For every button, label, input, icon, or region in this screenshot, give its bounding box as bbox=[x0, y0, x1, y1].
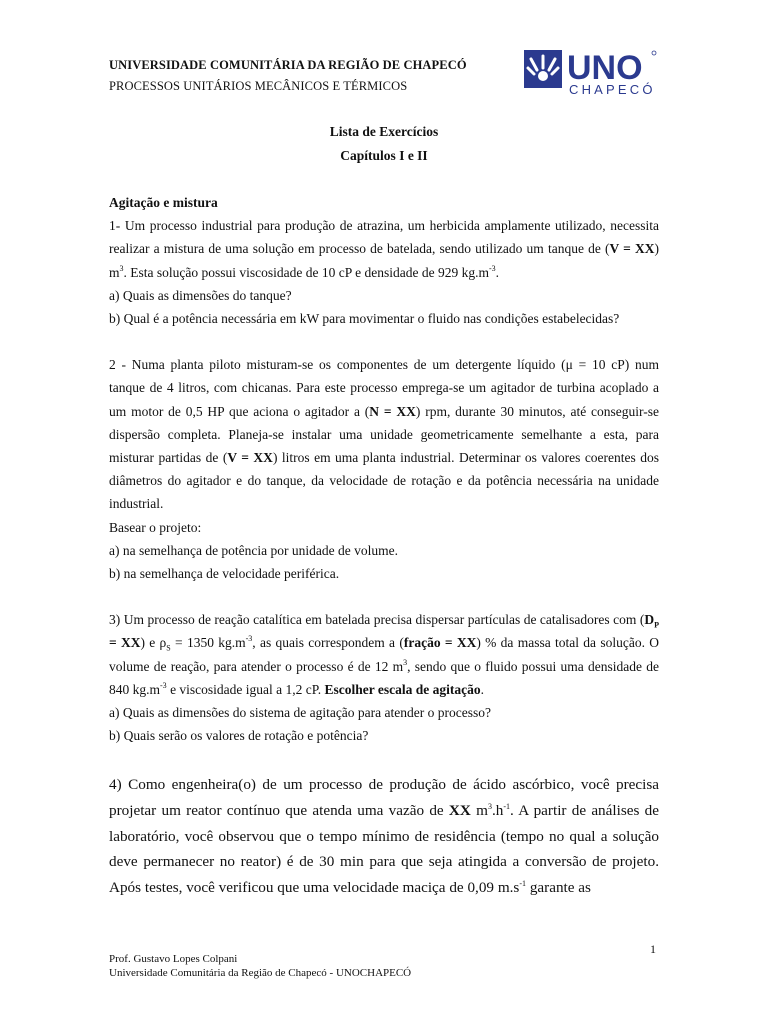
question-2-basis: Basear o projeto: bbox=[109, 519, 202, 535]
question-3-a: a) Quais as dimensões do sistema de agitação para atender o processo? bbox=[109, 705, 491, 721]
sun-emblem-icon bbox=[524, 50, 562, 88]
footer-institution: Universidade Comunitária da Região de Chapecó - UNOCHAPECÓ bbox=[109, 967, 412, 979]
section-heading: Agitação e mistura bbox=[109, 195, 218, 210]
question-2-a: a) na semelhança de potência por unidade de volume. bbox=[109, 542, 399, 558]
logo-text: UNO bbox=[567, 49, 643, 87]
question-4: 4) Como engenheira(o) de um processo de produção de ácido ascórbico, você precisa projetar um reator contínuo que atenda uma vazão de XX $m^3.h^{-1}$. A partir de análises de laboratório, você observou que o tempo mínimo de residência (tempo no qual a solução deve permanecer no reator) é de 30 min para que seja atingida a conversão de projeto. Após testes, você verificou que uma velocidade maciça de 0,09 $m.s^{-1}$ garante as bbox=[109, 776, 659, 896]
page-number: 1 bbox=[650, 942, 656, 956]
question-2-b: b) na semelhança de velocidade periférica. bbox=[109, 566, 340, 582]
question-2: 2 - Numa planta piloto misturam-se os componentes de um detergente líquido (μ = 10 cP) num tanque de 4 litros, com chicanas. Para este processo emprega-se um agitador de turbina acoplado a um motor de 0,5 HP que aciona o agitador a (N = XX) rpm, durante 30 minutos, até conseguir-se dispersão completa. Planeja-se instalar uma unidade geometricamente semelhante a esta, para misturar partidas de (V = XX) litros em uma planta industrial. Determinar os valores coerentes dos diâmetros do agitador e do tanque, da velocidade de rotação e da potência necessária na unidade industrial. bbox=[109, 357, 659, 512]
footer-author: Prof. Gustavo Lopes Colpani bbox=[109, 953, 238, 965]
question-3: 3) Um processo de reação catalítica em batelada precisa dispersar partículas de catalisadores com $(D_P = XX)$ e $\rho_S = 1350$ $kg.m^{-3}$, as quais correspondem a (fração = XX) % da massa total da solução. O volume de reação, para atender o processo é de 12 $m^3$, sendo que o fluido possui uma densidade de 840 $kg.m^{-3}$ e viscosidade igual a 1,2 cP. Escolher escala de agitação. bbox=[109, 612, 659, 697]
question-3-b: b) Quais serão os valores de rotação e potência? bbox=[109, 728, 369, 744]
course-name: PROCESSOS UNITÁRIOS MECÂNICOS E TÉRMICOS bbox=[109, 79, 408, 93]
question-1-b: b) Qual é a potência necessária em kW para movimentar o fluido nas condições estabelecidas? bbox=[109, 311, 620, 327]
university-name: UNIVERSIDADE COMUNITÁRIA DA REGIÃO DE CHAPECÓ bbox=[109, 58, 467, 72]
question-1-a: a) Quais as dimensões do tanque? bbox=[109, 287, 292, 303]
document-title: Lista de Exercícios bbox=[329, 124, 439, 139]
document-body bbox=[109, 191, 659, 900]
unochapeco-logo bbox=[522, 46, 662, 98]
question-1: 1- Um processo industrial para produção de atrazina, um herbicida amplamente utilizado, necessita realizar a mistura de uma solução em processo de batelada, sendo utilizado um tanque de (V = XX) $m^3$. Esta solução possui viscosidade de 10 cP e densidade de 929 $kg.m^{-3}$. bbox=[109, 218, 659, 280]
document-subtitle: Capítulos I e II bbox=[340, 148, 428, 163]
logo-subtext: CHAPECÓ bbox=[569, 82, 656, 97]
